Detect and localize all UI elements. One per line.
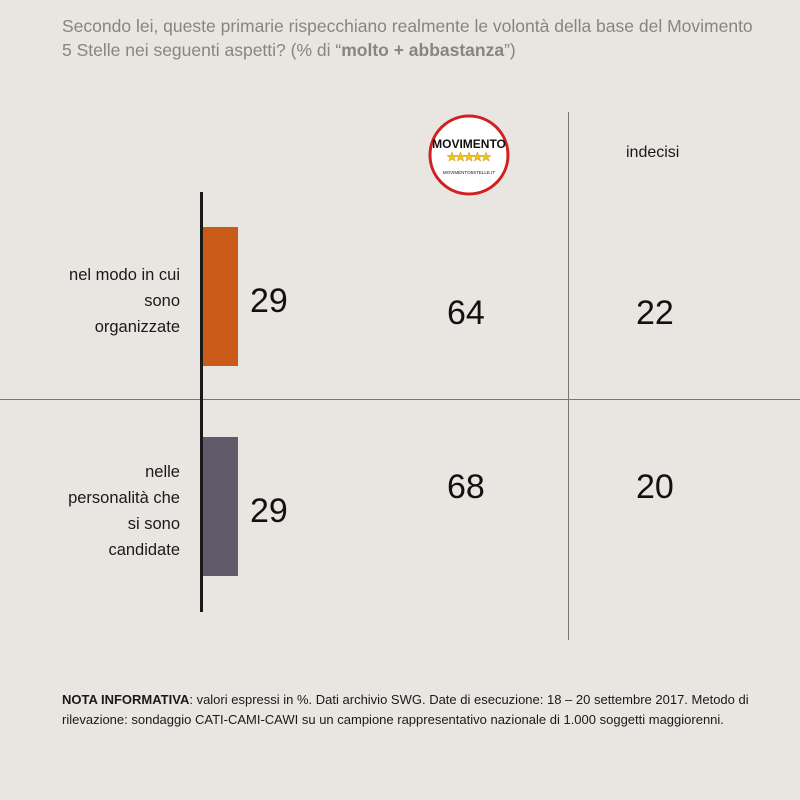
bar-value-organizzate: 29	[250, 282, 288, 320]
question-suffix: ”)	[504, 40, 516, 60]
category-label-organizzate	[30, 262, 180, 340]
m5s-value-organizzate: 64	[447, 294, 485, 332]
category-label-line: candidate	[108, 541, 180, 559]
category-label-candidate	[30, 459, 180, 563]
m5s-value-candidate: 68	[447, 468, 485, 506]
column-divider-line	[568, 112, 569, 640]
category-label-line: personalità che	[68, 489, 180, 507]
category-label-line: sono	[144, 292, 180, 310]
bar-candidate	[203, 437, 238, 576]
category-label-line: si sono	[127, 515, 180, 533]
logo-text-top: MOVIMENTO	[432, 137, 506, 151]
footnote-bold: NOTA INFORMATIVA	[62, 692, 190, 707]
movimento-5-stelle-logo-icon	[428, 114, 510, 196]
bar-organizzate	[203, 227, 238, 366]
chart-question	[62, 14, 762, 62]
category-label-line: organizzate	[94, 318, 180, 336]
question-prefix: Secondo lei, queste primarie rispecchiano realmente le volontà della base del Movimento 5 Stelle nei seguenti aspetti? (% di “	[62, 16, 753, 60]
category-label-line: nelle	[145, 463, 180, 481]
indecisi-value-candidate: 20	[636, 468, 674, 506]
category-label-line: nel modo in cui	[69, 266, 180, 284]
question-bold: molto + abbastanza	[341, 40, 505, 60]
logo-text-bottom: MOVIMENTO5STELLE.IT	[442, 170, 496, 175]
footnote-text: : valori espressi in %. Dati archivio SWG. Date di esecuzione: 18 – 20 settembre 2017. Metodo di rilevazione: sondaggio CATI-CAMI-CAWI su un campione rappresentativo nazionale di 1.000 soggetti maggiorenni.	[62, 692, 749, 727]
bar-value-candidate: 29	[250, 492, 288, 530]
column-header-indecisi: indecisi	[626, 144, 680, 161]
indecisi-value-organizzate: 22	[636, 294, 674, 332]
row-divider-line	[0, 399, 800, 400]
footnote	[62, 690, 782, 730]
